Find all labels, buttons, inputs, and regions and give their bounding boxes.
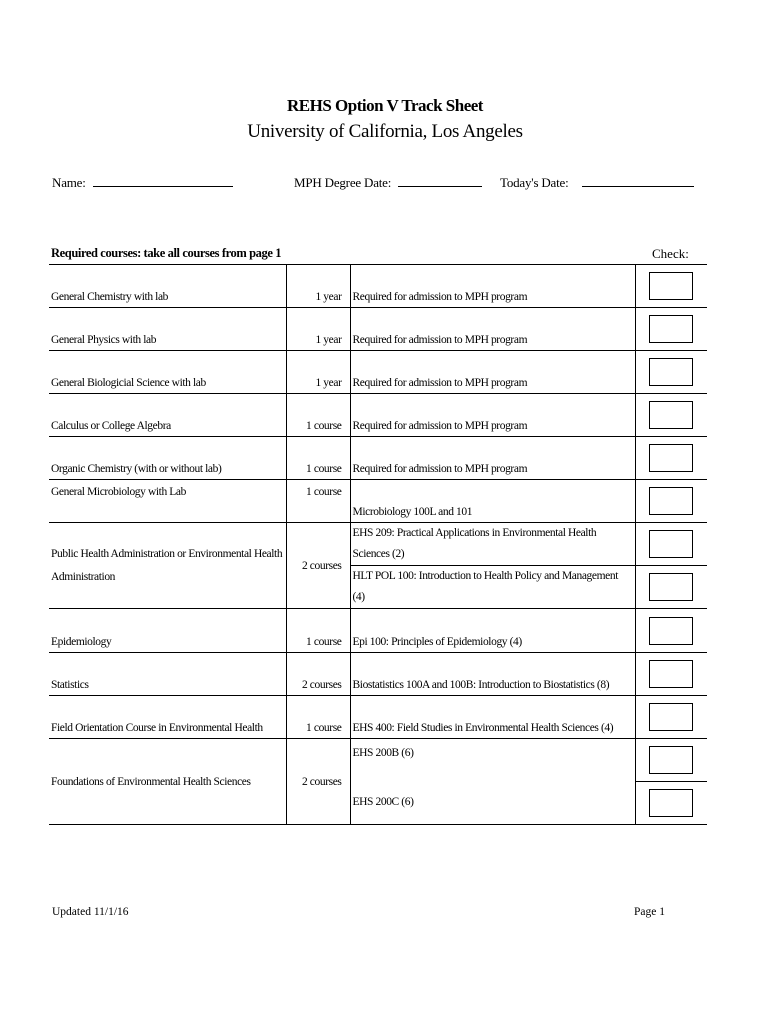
check-cell [635, 308, 707, 351]
course-note: Required for admission to MPH program [350, 394, 635, 437]
checkbox[interactable] [649, 660, 693, 688]
course-note-cell [350, 739, 635, 825]
courses-table [49, 264, 707, 825]
course-amount: 1 course [286, 480, 350, 523]
checkbox[interactable] [649, 272, 693, 300]
course-name: Foundations of Environmental Health Sciences [49, 739, 286, 825]
course-amount: 2 courses [286, 653, 350, 696]
checkbox[interactable] [649, 746, 693, 774]
course-note: EHS 200B (6) [352, 747, 414, 759]
course-note: Required for admission to MPH program [350, 437, 635, 480]
table-row [49, 351, 707, 394]
course-note: Required for admission to MPH program [350, 308, 635, 351]
table-row [49, 653, 707, 696]
checkbox[interactable] [649, 487, 693, 515]
check-cell [635, 609, 707, 653]
checkbox[interactable] [649, 789, 693, 817]
course-note: Required for admission to MPH program [350, 265, 635, 308]
course-name: General Biologicial Science with lab [49, 351, 286, 394]
check-cell [635, 437, 707, 480]
course-note-cell [350, 523, 635, 609]
course-note: Epi 100: Principles of Epidemiology (4) [350, 609, 635, 653]
table-row [49, 523, 707, 609]
course-name: General Physics with lab [49, 308, 286, 351]
course-amount: 1 year [286, 265, 350, 308]
degree-date-label: MPH Degree Date: [294, 175, 392, 190]
name-blank-line[interactable] [93, 174, 233, 187]
table-row [49, 308, 707, 351]
checkbox[interactable] [649, 617, 693, 645]
course-amount: 1 course [286, 437, 350, 480]
check-cell [635, 265, 707, 308]
check-cell [635, 696, 707, 739]
name-field [52, 174, 233, 191]
course-name: Organic Chemistry (with or without lab) [49, 437, 286, 480]
checkbox[interactable] [649, 315, 693, 343]
course-amount: 1 year [286, 308, 350, 351]
page-number: Page 1 [634, 906, 665, 918]
course-name: Statistics [49, 653, 286, 696]
check-cell [635, 739, 707, 825]
required-courses-label: Required courses: take all courses from page 1 [51, 246, 282, 260]
course-name: Calculus or College Algebra [49, 394, 286, 437]
checkbox[interactable] [649, 401, 693, 429]
course-amount: 1 course [286, 394, 350, 437]
table-row [49, 739, 707, 825]
course-name: Public Health Administration or Environmental Health Administration [49, 523, 286, 609]
document-title: REHS Option V Track Sheet [287, 96, 483, 115]
checkbox[interactable] [649, 703, 693, 731]
updated-date: Updated 11/1/16 [52, 906, 129, 918]
check-cell [635, 394, 707, 437]
check-column-label: Check: [652, 246, 689, 261]
table-row [49, 609, 707, 653]
degree-date-blank-line[interactable] [398, 174, 482, 187]
name-label: Name: [52, 175, 86, 190]
course-name: General Microbiology with Lab [49, 480, 286, 523]
course-note: EHS 200C (6) [352, 796, 414, 808]
course-note: Microbiology 100L and 101 [350, 480, 635, 523]
course-amount: 1 course [286, 609, 350, 653]
course-note: EHS 400: Field Studies in Environmental Health Sciences (4) [350, 696, 635, 739]
check-cell [635, 480, 707, 523]
table-row [49, 265, 707, 308]
course-note: Biostatistics 100A and 100B: Introduction to Biostatistics (8) [350, 653, 635, 696]
course-name: Field Orientation Course in Environmental Health [49, 696, 286, 739]
today-date-field [500, 174, 694, 191]
checkbox[interactable] [649, 573, 693, 601]
table-row [49, 437, 707, 480]
check-cell [635, 653, 707, 696]
table-row [49, 696, 707, 739]
today-date-blank-line[interactable] [582, 174, 694, 187]
course-amount: 1 year [286, 351, 350, 394]
checkbox[interactable] [649, 444, 693, 472]
course-amount: 2 courses [286, 739, 350, 825]
course-name: General Chemistry with lab [49, 265, 286, 308]
course-amount: 2 courses [286, 523, 350, 609]
course-note: Required for admission to MPH program [350, 351, 635, 394]
checkbox[interactable] [649, 358, 693, 386]
degree-date-field [294, 174, 482, 191]
check-cell [635, 523, 707, 609]
today-date-label: Today's Date: [500, 175, 569, 190]
checkbox[interactable] [649, 530, 693, 558]
table-row [49, 480, 707, 523]
course-amount: 1 course [286, 696, 350, 739]
course-note: EHS 209: Practical Applications in Environmental Health Sciences (2) [351, 523, 635, 566]
check-cell [635, 351, 707, 394]
course-note: HLT POL 100: Introduction to Health Policy and Management (4) [352, 570, 619, 603]
table-row [49, 394, 707, 437]
course-name: Epidemiology [49, 609, 286, 653]
document-subtitle: University of California, Los Angeles [247, 121, 523, 142]
